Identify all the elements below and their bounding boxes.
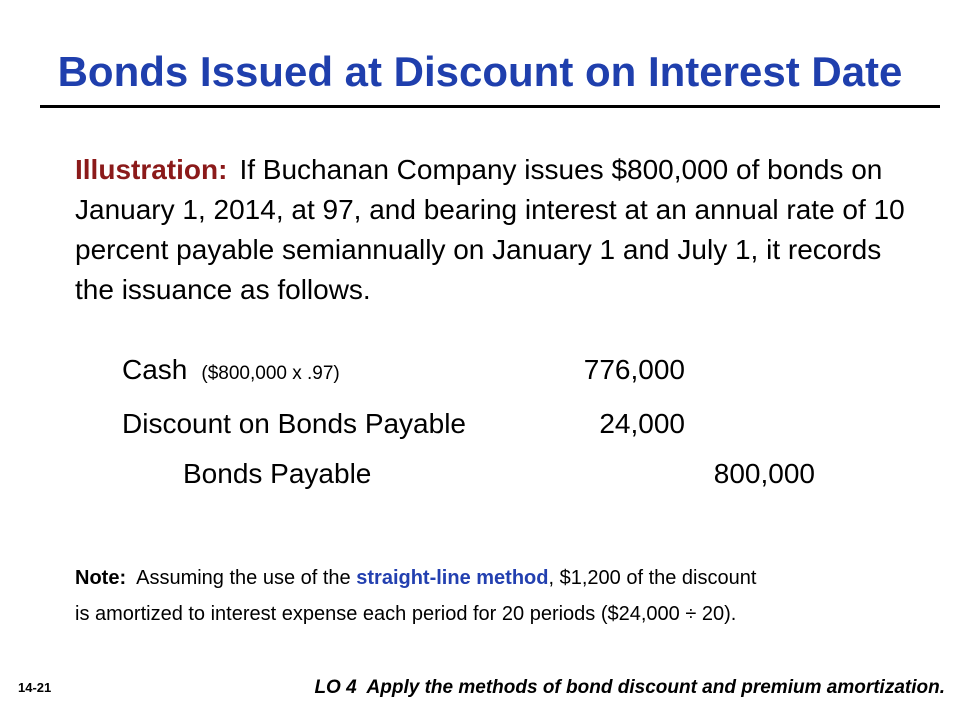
illustration-label: Illustration: xyxy=(75,154,228,185)
learning-objective: LO 4 Apply the methods of bond discount and premium amortization. xyxy=(314,677,945,698)
note-highlight: straight-line method xyxy=(356,567,549,589)
illustration-text: January 1, 2014, at 97, and bearing interest at an annual rate of 10 xyxy=(75,194,905,225)
illustration-line xyxy=(75,190,955,230)
note-text: Assuming the use of the xyxy=(136,567,357,589)
note-text: is amortized to interest expense each period for 20 periods ($24,000 ÷ 20). xyxy=(75,603,737,625)
journal-row-discount xyxy=(0,404,960,444)
account-name: Cash xyxy=(122,354,188,385)
debit-amount: 24,000 xyxy=(599,408,685,439)
slide-number: 14-21 xyxy=(18,680,52,695)
journal-row-bonds-payable xyxy=(0,454,960,494)
note-label: Note: xyxy=(75,567,127,589)
debit-amount: 776,000 xyxy=(583,354,685,385)
credit-amount: 800,000 xyxy=(713,458,815,489)
account-calculation: ($800,000 x .97) xyxy=(201,363,340,384)
illustration-paragraph xyxy=(75,150,955,310)
slide-title: Bonds Issued at Discount on Interest Date xyxy=(57,48,903,95)
illustration-line xyxy=(75,230,955,270)
note-line xyxy=(75,560,945,596)
note-paragraph xyxy=(75,560,945,632)
journal-account xyxy=(122,350,340,394)
account-name: Bonds Payable xyxy=(183,458,372,489)
illustration-text: If Buchanan Company issues $800,000 of bonds on xyxy=(239,154,883,185)
note-text: , $1,200 of the discount xyxy=(548,567,757,589)
note-line xyxy=(75,596,945,632)
illustration-line xyxy=(75,270,955,310)
account-name: Discount on Bonds Payable xyxy=(122,408,466,439)
journal-row-cash xyxy=(0,350,960,390)
title-underline xyxy=(40,105,940,108)
illustration-text: percent payable semiannually on January 1 and July 1, it records xyxy=(75,234,882,265)
illustration-text: the issuance as follows. xyxy=(75,274,371,305)
illustration-line xyxy=(75,150,955,190)
